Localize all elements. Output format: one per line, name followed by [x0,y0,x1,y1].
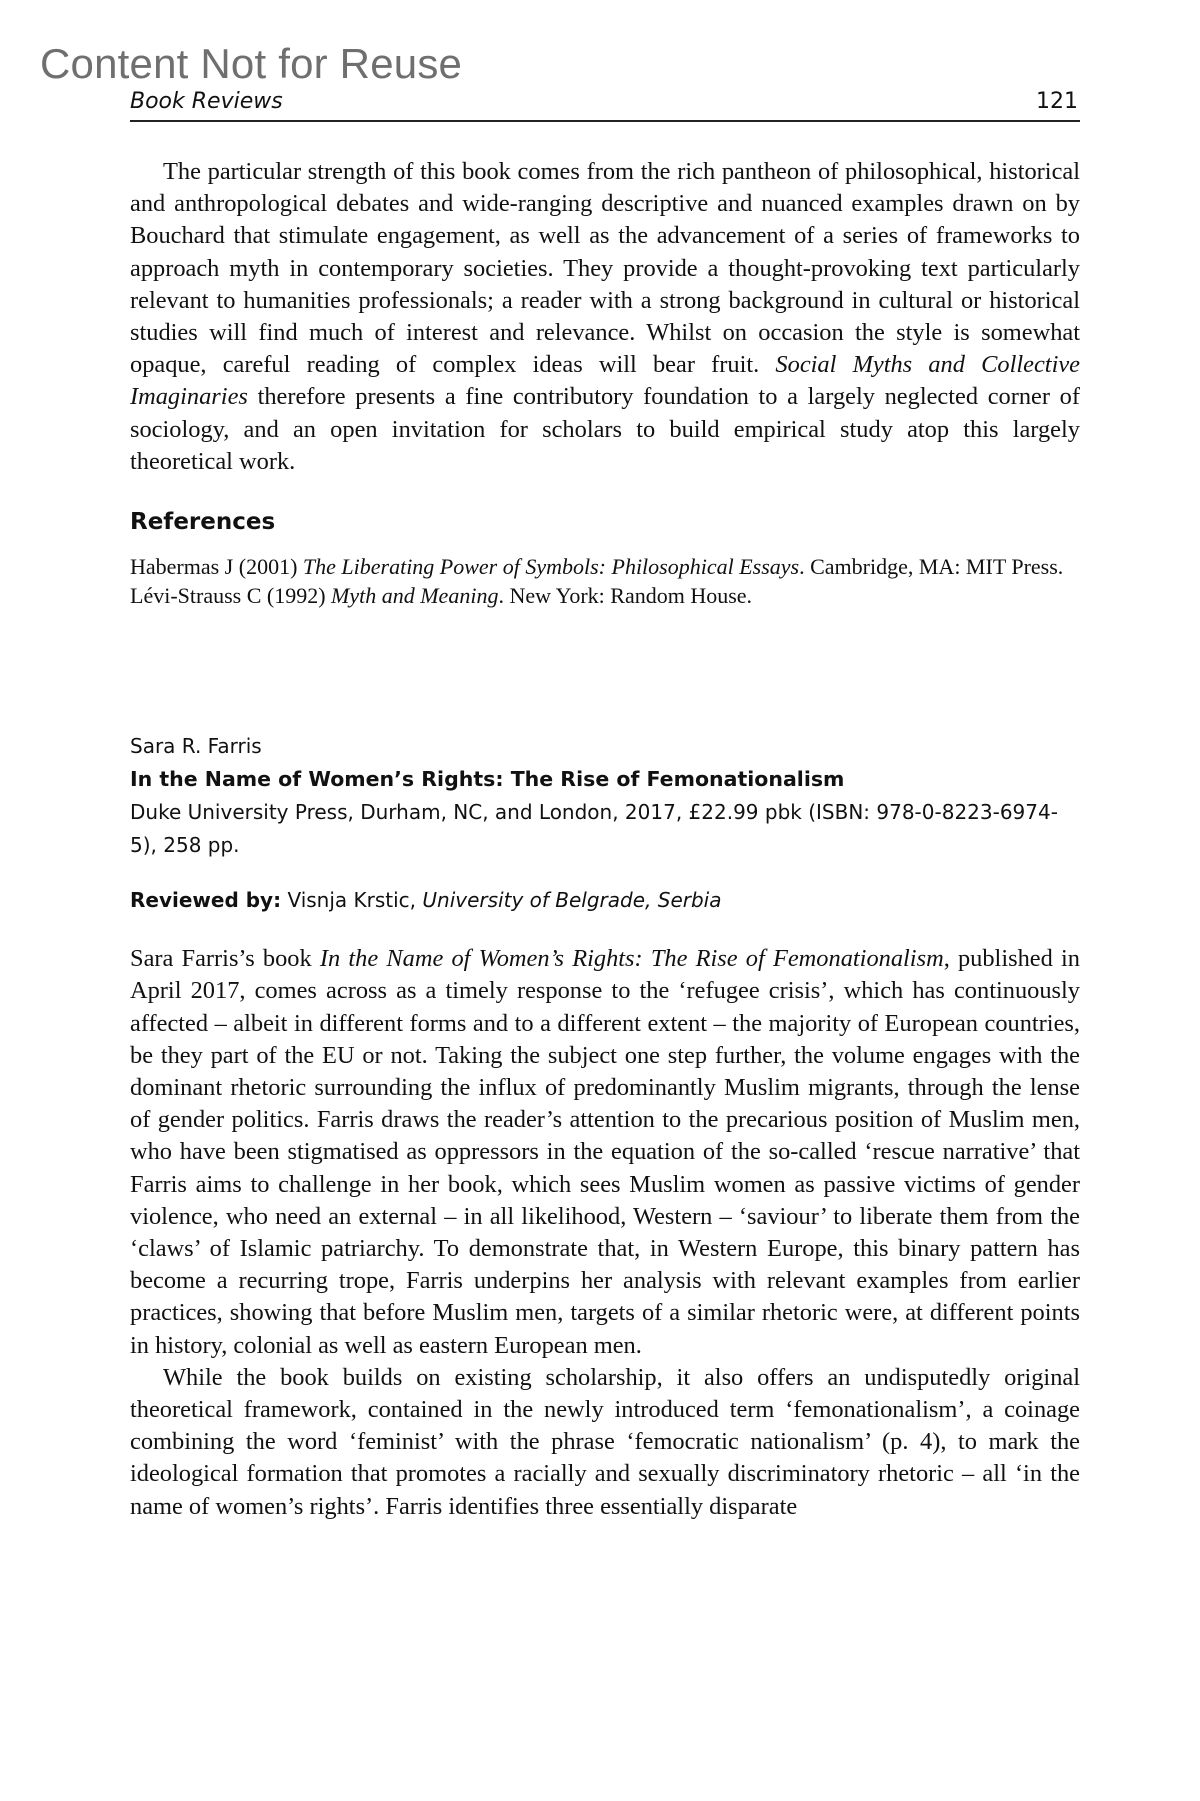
reviewed-by-label: Reviewed by: [130,888,282,913]
paragraph-text: , published in April 2017, comes across as a timely response to the ‘refugee crisis’, which has continuously affected – albeit in different forms and to a different extent – the majority of European countries, be they part of the EU or not. Taking the subject one step further, the volume engages with the dominant rhetoric surrounding the influx of predominantly Muslim migrants, through the lense of gender politics. Farris draws the reader’s attention to the precarious position of Muslim men, who have been stigmatised as oppressors in the equation of the so-called ‘rescue narrative’ that Farris aims to challenge in her book, which sees Muslim women as passive victims of gender violence, who need an external – in all likelihood, Western – ‘saviour’ to liberate them from the ‘claws’ of Islamic patriarchy. To demonstrate that, in Western Europe, this binary pattern has become a recurring trope, Farris underpins her analysis with relevant examples from earlier practices, showing that before Muslim men, targets of a similar rhetoric were, at different points in history, colonial as well as eastern European men. [130,945,1080,1359]
reference-author: Habermas J (2001) [130,554,303,580]
reference-publisher: . New York: Random House. [498,583,753,609]
paragraph-text: Sara Farris’s book [130,945,320,973]
book-title-italic: Social Myths and Collective Imaginaries [130,351,1080,411]
reference-item [130,552,1080,581]
reviewed-book-title: In the Name of Women’s Rights: The Rise of Femonationalism [130,767,845,792]
reference-title: The Liberating Power of Symbols: Philosophical Essays [302,554,800,580]
page-content [130,156,1080,1523]
watermark: Content Not for Reuse [40,40,463,87]
section-title: Book Reviews [130,89,283,114]
reviewed-book-publisher: Duke University Press, Durham, NC, and London, 2017, £22.99 pbk (ISBN: 978-0-8223-6974-5), 258 pp. [130,800,1058,858]
reference-author: Lévi-Strauss C (1992) [130,583,332,609]
review-paragraph: While the book builds on existing scholarship, it also offers an undisputedly original theoretical framework, contained in the newly introduced term ‘femonationalism’, a coinage combining the word ‘feminist’ with the phrase ‘femocratic nationalism’ (p. 4), to mark the ideological formation that promotes a racially and sexually discriminatory rhetoric – all ‘in the name of women’s rights’. Farris identifies three essentially disparate [130,1363,1080,1520]
reviewer-name: Visnja Krstic, [281,888,423,913]
paragraph-text: The particular strength of this book comes from the rich pantheon of philosophical, historical and anthropological debates and wide-ranging descriptive and nuanced examples drawn on by Bouchard that stimulate engagement, as well as the advancement of a series of frameworks to approach myth in contemporary societies. They provide a thought-provoking text particularly relevant to humanities professionals; a reader with a strong background in cultural or historical studies will find much of interest and relevance. Whilst on occasion the style is somewhat opaque, careful reading of complex ideas will bear fruit. [130,158,1080,379]
paragraph-text: therefore presents a fine contributory foundation to a largely neglected corner of sociology, and an open invitation for scholars to build empirical study atop this largely theoretical work. [130,383,1080,475]
book-title-italic: In the Name of Women’s Rights: The Rise of Femonationalism [319,945,944,973]
reference-title: Myth and Meaning [331,583,499,609]
page-number: 121 [1036,89,1078,114]
reviewer-line [130,884,1080,917]
reference-publisher: . Cambridge, MA: MIT Press. [799,554,1064,580]
review-paragraph [130,943,1080,1362]
reference-item [130,581,1080,610]
reviewed-book-author: Sara R. Farris [130,734,262,759]
running-head [130,86,1080,122]
closing-paragraph [130,156,1080,478]
references-heading: References [130,509,276,536]
reviewer-affiliation: University of Belgrade, Serbia [422,888,722,913]
